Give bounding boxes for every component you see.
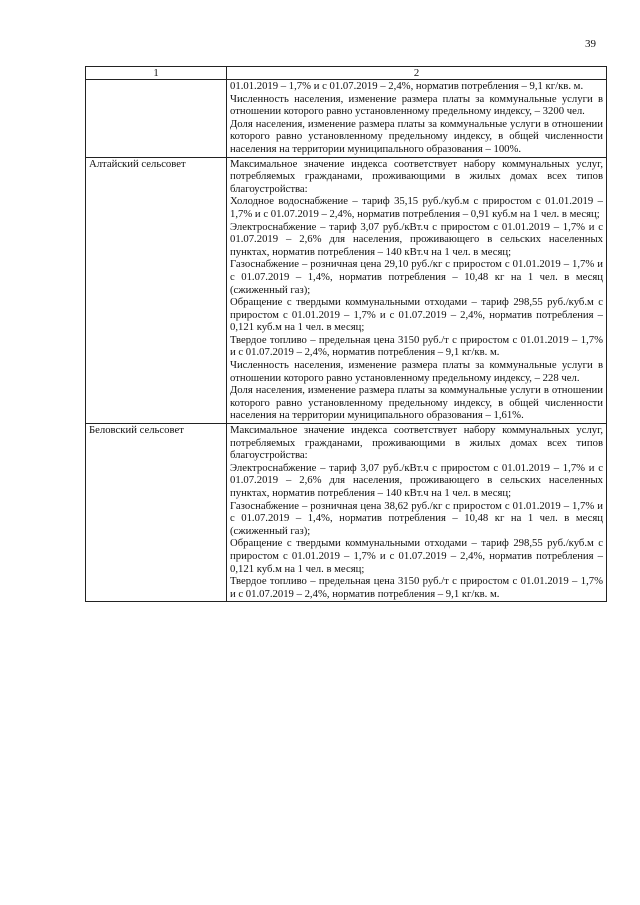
column-header-2: 2	[227, 67, 607, 80]
municipality-name	[86, 80, 227, 158]
paragraph: Численность населения, изменение размера платы за коммунальные услуги в отношении которого равно установленному предельному индексу, – 228 чел.	[230, 359, 603, 384]
index-description	[227, 424, 607, 602]
column-header-1: 1	[86, 67, 227, 80]
paragraph: Электроснабжение – тариф 3,07 руб./кВт.ч с приростом с 01.01.2019 – 1,7% и с 01.07.2019 – 2,6% для населения, проживающего в сельских населенных пунктах, норматив потребления – 140 кВт.ч на 1 чел. в месяц;	[230, 220, 603, 258]
municipality-name: Беловский сельсовет	[86, 424, 227, 602]
paragraph: Газоснабжение – розничная цена 38,62 руб./кг с приростом с 01.01.2019 – 1,7% и с 01.07.2019 – 1,4%, норматив потребления – 10,48 кг на 1 чел. в месяц (сжиженный газ);	[230, 499, 603, 537]
paragraph: Обращение с твердыми коммунальными отходами – тариф 298,55 руб./куб.м с приростом с 01.01.2019 – 1,7% и с 01.07.2019 – 2,4%, норматив потребления – 0,121 куб.м на 1 чел. в месяц;	[230, 296, 603, 334]
paragraph: Твердое топливо – предельная цена 3150 руб./т с приростом с 01.01.2019 – 1,7% и с 01.07.2019 – 2,4%, норматив потребления – 9,1 кг/кв. м.	[230, 333, 603, 359]
index-table	[85, 66, 607, 602]
table-row	[86, 424, 607, 602]
page-number: 39	[585, 38, 596, 50]
index-description	[227, 80, 607, 158]
paragraph: Доля населения, изменение размера платы за коммунальные услуги в отношении которого равно установленному предельному индексу, в общей численности населения на территории муниципального образования – 1,61%.	[230, 384, 603, 422]
table-row	[86, 157, 607, 423]
index-description	[227, 157, 607, 423]
paragraph: Твердое топливо – предельная цена 3150 руб./т с приростом с 01.01.2019 – 1,7% и с 01.07.2019 – 2,4%, норматив потребления – 9,1 кг/кв. м.	[230, 575, 603, 600]
paragraph: Электроснабжение – тариф 3,07 руб./кВт.ч с приростом с 01.01.2019 – 1,7% и с 01.07.2019 – 2,6% для населения, проживающего в сельских населенных пунктах, норматив потребления – 140 кВт.ч на 1 чел. в месяц;	[230, 461, 603, 499]
paragraph: Холодное водоснабжение – тариф 35,15 руб./куб.м с приростом с 01.01.2019 – 1,7% и с 01.07.2019 – 2,4%, норматив потребления – 0,91 куб.м на 1 чел. в месяц;	[230, 195, 603, 220]
paragraph: Обращение с твердыми коммунальными отходами – тариф 298,55 руб./куб.м с приростом с 01.01.2019 – 1,7% и с 01.07.2019 – 2,4%, норматив потребления – 0,121 куб.м на 1 чел. в месяц;	[230, 537, 603, 575]
paragraph: Численность населения, изменение размера платы за коммунальные услуги в отношении которого равно установленному предельному индексу, – 3200 чел.	[230, 92, 603, 118]
header-row	[86, 67, 607, 80]
municipality-name: Алтайский сельсовет	[86, 157, 227, 423]
paragraph: Максимальное значение индекса соответствует набору коммунальных услуг, потребляемых гражданами, проживающими в жилых домах всех типов благоустройства:	[230, 157, 603, 195]
paragraph: Максимальное значение индекса соответствует набору коммунальных услуг, потребляемых гражданами, проживающими в жилых домах всех типов благоустройства:	[230, 424, 603, 462]
paragraph: 01.01.2019 – 1,7% и с 01.07.2019 – 2,4%, норматив потребления – 9,1 кг/кв. м.	[230, 80, 584, 92]
table-row	[86, 80, 607, 158]
paragraph: Доля населения, изменение размера платы за коммунальные услуги в отношении которого равно установленному предельному индексу, в общей численности населения на территории муниципального образования – 100%.	[230, 117, 603, 155]
paragraph: Газоснабжение – розничная цена 29,10 руб./кг с приростом с 01.01.2019 – 1,7% и с 01.07.2019 – 1,4%, норматив потребления – 10,48 кг на 1 чел. в месяц (сжиженный газ);	[230, 258, 603, 296]
